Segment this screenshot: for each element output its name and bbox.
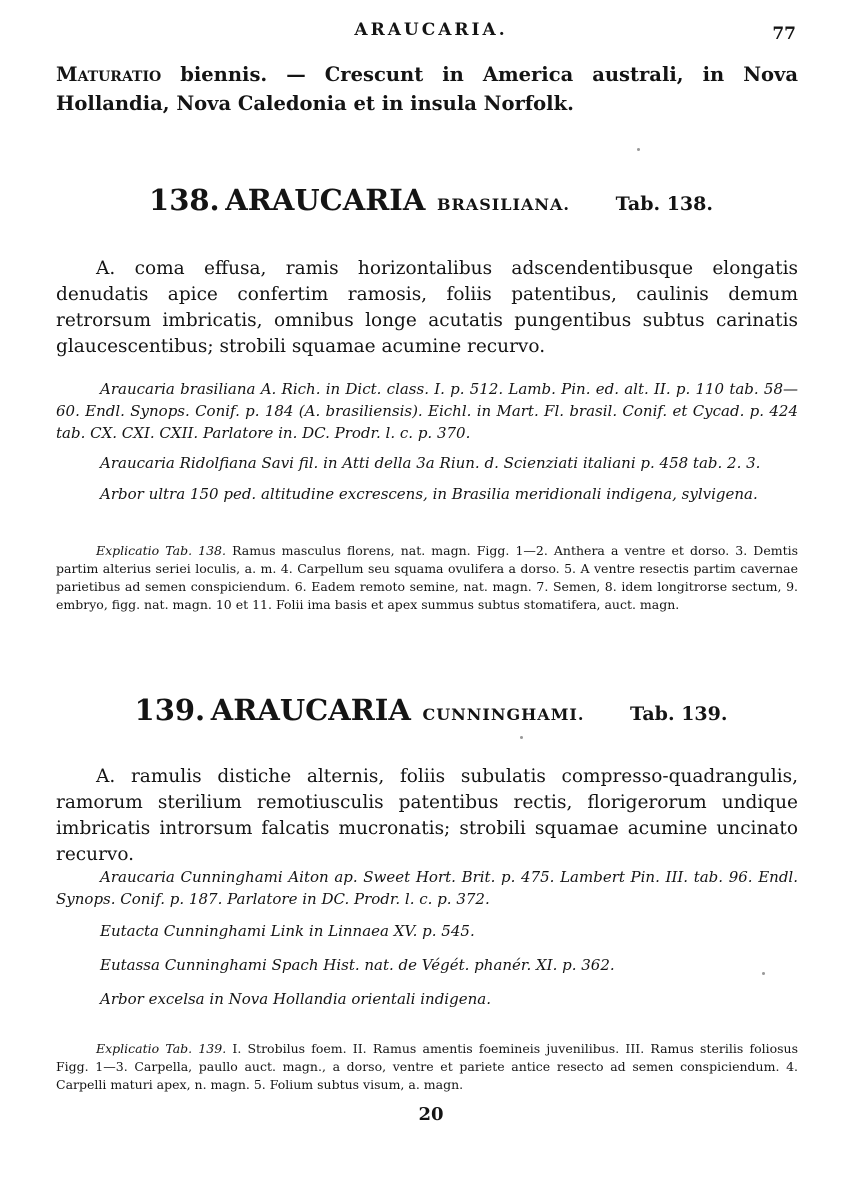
print-speck — [762, 972, 765, 975]
habitat-note: Arbor ultra 150 ped. altitudine excrescens, in Brasilia meridionali indigena, sylvigena. — [100, 485, 758, 503]
species-diagnosis: A. coma effusa, ramis horizontalibus adscendentibusque elongatis denudatis apice confertim ramosis, foliis patentibus, caulinis demum retrorsum imbricatis, omnibus longe acutatis pungentibus subtus carinatis glaucescentibus; strobili squamae acumine recurvo. — [56, 258, 798, 357]
running-title: ARAUCARIA. — [354, 20, 508, 40]
plate-reference: Tab. 138. — [615, 193, 713, 215]
species-number: 138. — [149, 183, 220, 217]
species-diagnosis: A. ramulis distiche alternis, foliis subulatis compresso-quadrangulis, ramorum sterilium remotiusculis patentibus rectis, florigerorum undique imbricatis introrsum falcatis mucronatis; strobili squamae acumine uncinato recurvo. — [56, 766, 798, 865]
page-number: 77 — [772, 24, 796, 44]
species-138-diagnosis-block — [56, 256, 798, 360]
print-speck — [637, 148, 640, 151]
reference-entry: Araucaria brasiliana A. Rich. in Dict. class. I. p. 512. Lamb. Pin. ed. alt. II. p. 110 tab. 58—60. Endl. Synops. Conif. p. 184 (A. brasiliensis). Eichl. in Mart. Fl. brasil. Conif. et Cycad. p. 424 tab. CX. CXI. CXII. Parlatore in. DC. Prodr. l. c. p. 370. — [56, 380, 798, 442]
habitat-note: Arbor excelsa in Nova Hollandia orientali indigena. — [100, 990, 491, 1008]
intro-paragraph — [56, 60, 798, 118]
species-genus: ARAUCARIA — [210, 693, 411, 727]
print-speck — [520, 736, 523, 739]
species-genus: ARAUCARIA — [225, 183, 426, 217]
species-138-references — [56, 378, 798, 505]
reference-entry: Araucaria Ridolfiana Savi fil. in Atti della 3a Riun. d. Scienziati italiani p. 458 tab. 2. 3. — [100, 454, 761, 472]
plate-reference: Tab. 139. — [630, 703, 728, 725]
species-139-explicatio — [56, 1040, 798, 1094]
intro-label: Maturatio — [56, 63, 162, 86]
explicatio-label: Explicatio Tab. 138. — [96, 543, 226, 558]
reference-entry: Eutassa Cunninghami Spach Hist. nat. de Végét. phanér. XI. p. 362. — [100, 956, 615, 974]
species-139-heading — [0, 693, 862, 727]
species-epithet: CUNNINGHAMI. — [422, 705, 585, 724]
reference-entry: Eutacta Cunninghami Link in Linnaea XV. p. 545. — [100, 922, 475, 940]
species-139-references — [56, 866, 798, 1010]
species-138-explicatio — [56, 542, 798, 614]
explicatio-label: Explicatio Tab. 139. — [96, 1041, 227, 1056]
signature-mark: 20 — [418, 1104, 444, 1125]
species-epithet: BRASILIANA. — [436, 195, 570, 214]
species-number: 139. — [134, 693, 206, 727]
species-138-heading — [0, 183, 862, 217]
intro-text: biennis. — Crescunt in America australi, in Nova Hollandia, Nova Caledonia et in insula Norfolk. — [56, 63, 798, 115]
species-139-diagnosis-block — [56, 764, 798, 868]
reference-entry: Araucaria Cunninghami Aiton ap. Sweet Hort. Brit. p. 475. Lambert Pin. III. tab. 96. Endl. Synops. Conif. p. 187. Parlatore in DC. Prodr. l. c. p. 372. — [56, 868, 798, 908]
explicatio-text: I. Strobilus foem. II. Ramus amentis foemineis juvenilibus. III. Ramus sterilis foliosus Figg. 1—3. Carpella, paullo auct. magn., a dorso, ventre et pariete antice resecto ad semen conspiciendum. 4. Carpelli maturi apex, n. magn. 5. Folium subtus visum, a. magn. — [56, 1041, 798, 1092]
explicatio-text: Ramus masculus florens, nat. magn. Figg. 1—2. Anthera a ventre et dorso. 3. Demtis partim alterius seriei loculis, a. m. 4. Carpellum seu squama ovulifera a dorso. 5. A ventre resectis partim cavernae parietibus ad semen conspiciendum. 6. Eadem remoto semine, nat. magn. 7. Semen, 8. idem longitrorse sectum, 9. embryo, figg. nat. magn. 10 et 11. Folii ima basis et apex summus subtus stomatifera, auct. magn. — [56, 543, 799, 612]
